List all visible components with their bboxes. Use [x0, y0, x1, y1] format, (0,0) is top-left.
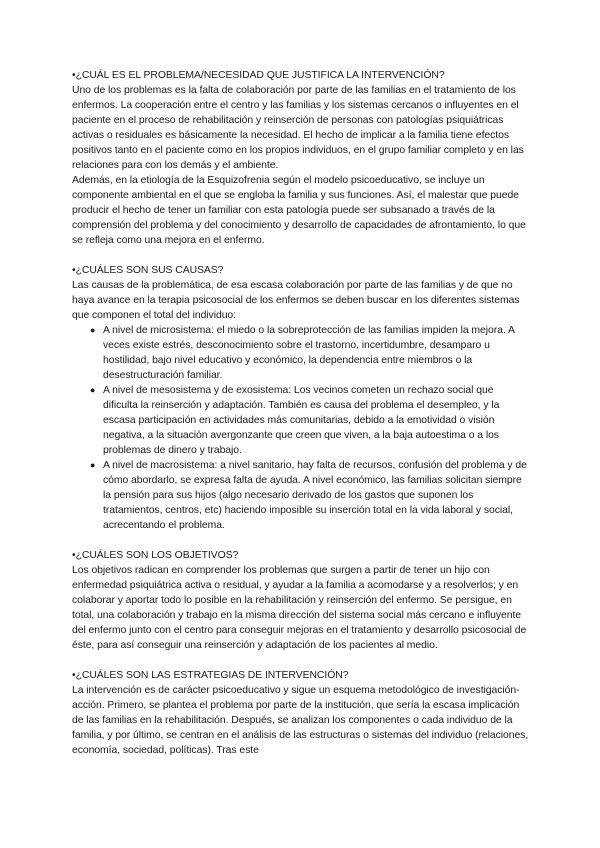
paragraph: Las causas de la problemática, de esa escasa colaboración por parte de las familias y de que no haya avance en la terapia psicosocial de los enfermos se deben buscar en los diferentes sistemas que componen el total del individuo: [72, 280, 520, 321]
section-problem [72, 68, 530, 248]
list-item [72, 383, 530, 458]
section-heading: •¿CUÁLES SON LOS OBJETIVOS? [72, 550, 239, 561]
list-item [72, 458, 530, 533]
list-item-text: A nivel de microsistema: el miedo o la sobreprotección de las familias impiden la mejora. A veces existe estrés, desconocimiento sobre el trastorno, incertidumbre, desamparo u hostilidad, bajo nivel educativo y económico, la dependencia entre miembros o la desestructuración familiar. [103, 325, 515, 381]
bullet-icon: ● [90, 325, 96, 335]
paragraph: Uno de los problemas es la falta de colaboración por parte de las familias en el tratamiento de los enfermos. La cooperación entre el centro y las familias y los sistemas cercanos o influyentes en el paciente en el proceso de rehabilitación y reinserción de personas con patologías psiquiátricas activas o residuales es básicamente la necesidad. El hecho de implicar a la familia tiene efectos positivos tanto en el paciente como en los propios individuos, en el grupo familiar completo y en las relaciones para con los demás y el ambiente. [72, 85, 524, 171]
paragraph: La intervención es de carácter psicoeducativo y sigue un esquema metodológico de investigación-acción. Primero, se plantea el problema por parte de la institución, que sería la escasa implicación de las familias en la rehabilitación. Después, se analizan los componentes o cada individuo de la familia, y por último, se centran en el análisis de las estructuras o sistemas del individuo (relaciones, economía, sociedad, políticas). Tras este [72, 685, 529, 756]
paragraph: Además, en la etiología de la Esquizofrenia según el modelo psicoeducativo, se incluye un componente ambiental en el que se engloba la familia y sus funciones. Así, el malestar que puede producir el hecho de tener un familiar con esta patología puede ser subsanado a través de la comprensión del problema y del conocimiento y desarrollo de capacidades de afrontamiento, lo que se refleja como una mejora en el enfermo. [72, 175, 526, 246]
section-strategies [72, 668, 530, 758]
section-heading: •¿CUÁLES SON SUS CAUSAS? [72, 265, 224, 276]
list-item-text: A nivel de mesosistema y de exosistema: Los vecinos cometen un rechazo social que dificulta la reinserción y adaptación. También es causa del problema el desempleo, y la escasa participación en actividades más comunitarias, debido a la emotividad o visión negativa, a la situación avergonzante que creen que viven, a la baja autoestima o a los problemas de dinero y trabajo. [103, 385, 500, 456]
section-heading: •¿CUÁLES SON LAS ESTRATEGIAS DE INTERVENCIÓN? [72, 670, 349, 681]
list-item-text: A nivel de macrosistema: a nivel sanitario, hay falta de recursos, confusión del problema y de cómo abordarlo, se expresa falta de ayuda. A nivel económico, las familias solicitan siempre la pensión para sus hijos (algo necesario derivado de los gastos que suponen los tratamientos, centros, etc) haciendo imposible su inserción total en la vida laboral y social, acrecentando el problema. [103, 460, 527, 531]
bullet-icon: ● [90, 385, 96, 395]
paragraph: Los objetivos radican en comprender los problemas que surgen a partir de tener un hijo con enfermedad psiquiátrica activa o residual, y ayudar a la familia a acomodarse y a resolverlos; y en colaborar y aportar todo lo posible en la rehabilitación y reinserción del enfermo. Se persigue, en total, una colaboración y trabajo en la misma dirección del sistema social más cercano e influyente del enfermo junto con el centro para conseguir mejoras en el tratamiento y desarrollo psicosocial de éste, para así conseguir una reinserción y adaptación de los pacientes al medio. [72, 565, 527, 651]
section-heading: •¿CUÁL ES EL PROBLEMA/NECESIDAD QUE JUSTIFICA LA INTERVENCIÓN? [72, 70, 445, 81]
section-objectives [72, 548, 530, 653]
list-item [72, 323, 530, 383]
section-causes [72, 263, 530, 533]
bullet-icon: ● [90, 460, 96, 470]
document-page [72, 68, 530, 758]
bullet-list [72, 323, 530, 533]
